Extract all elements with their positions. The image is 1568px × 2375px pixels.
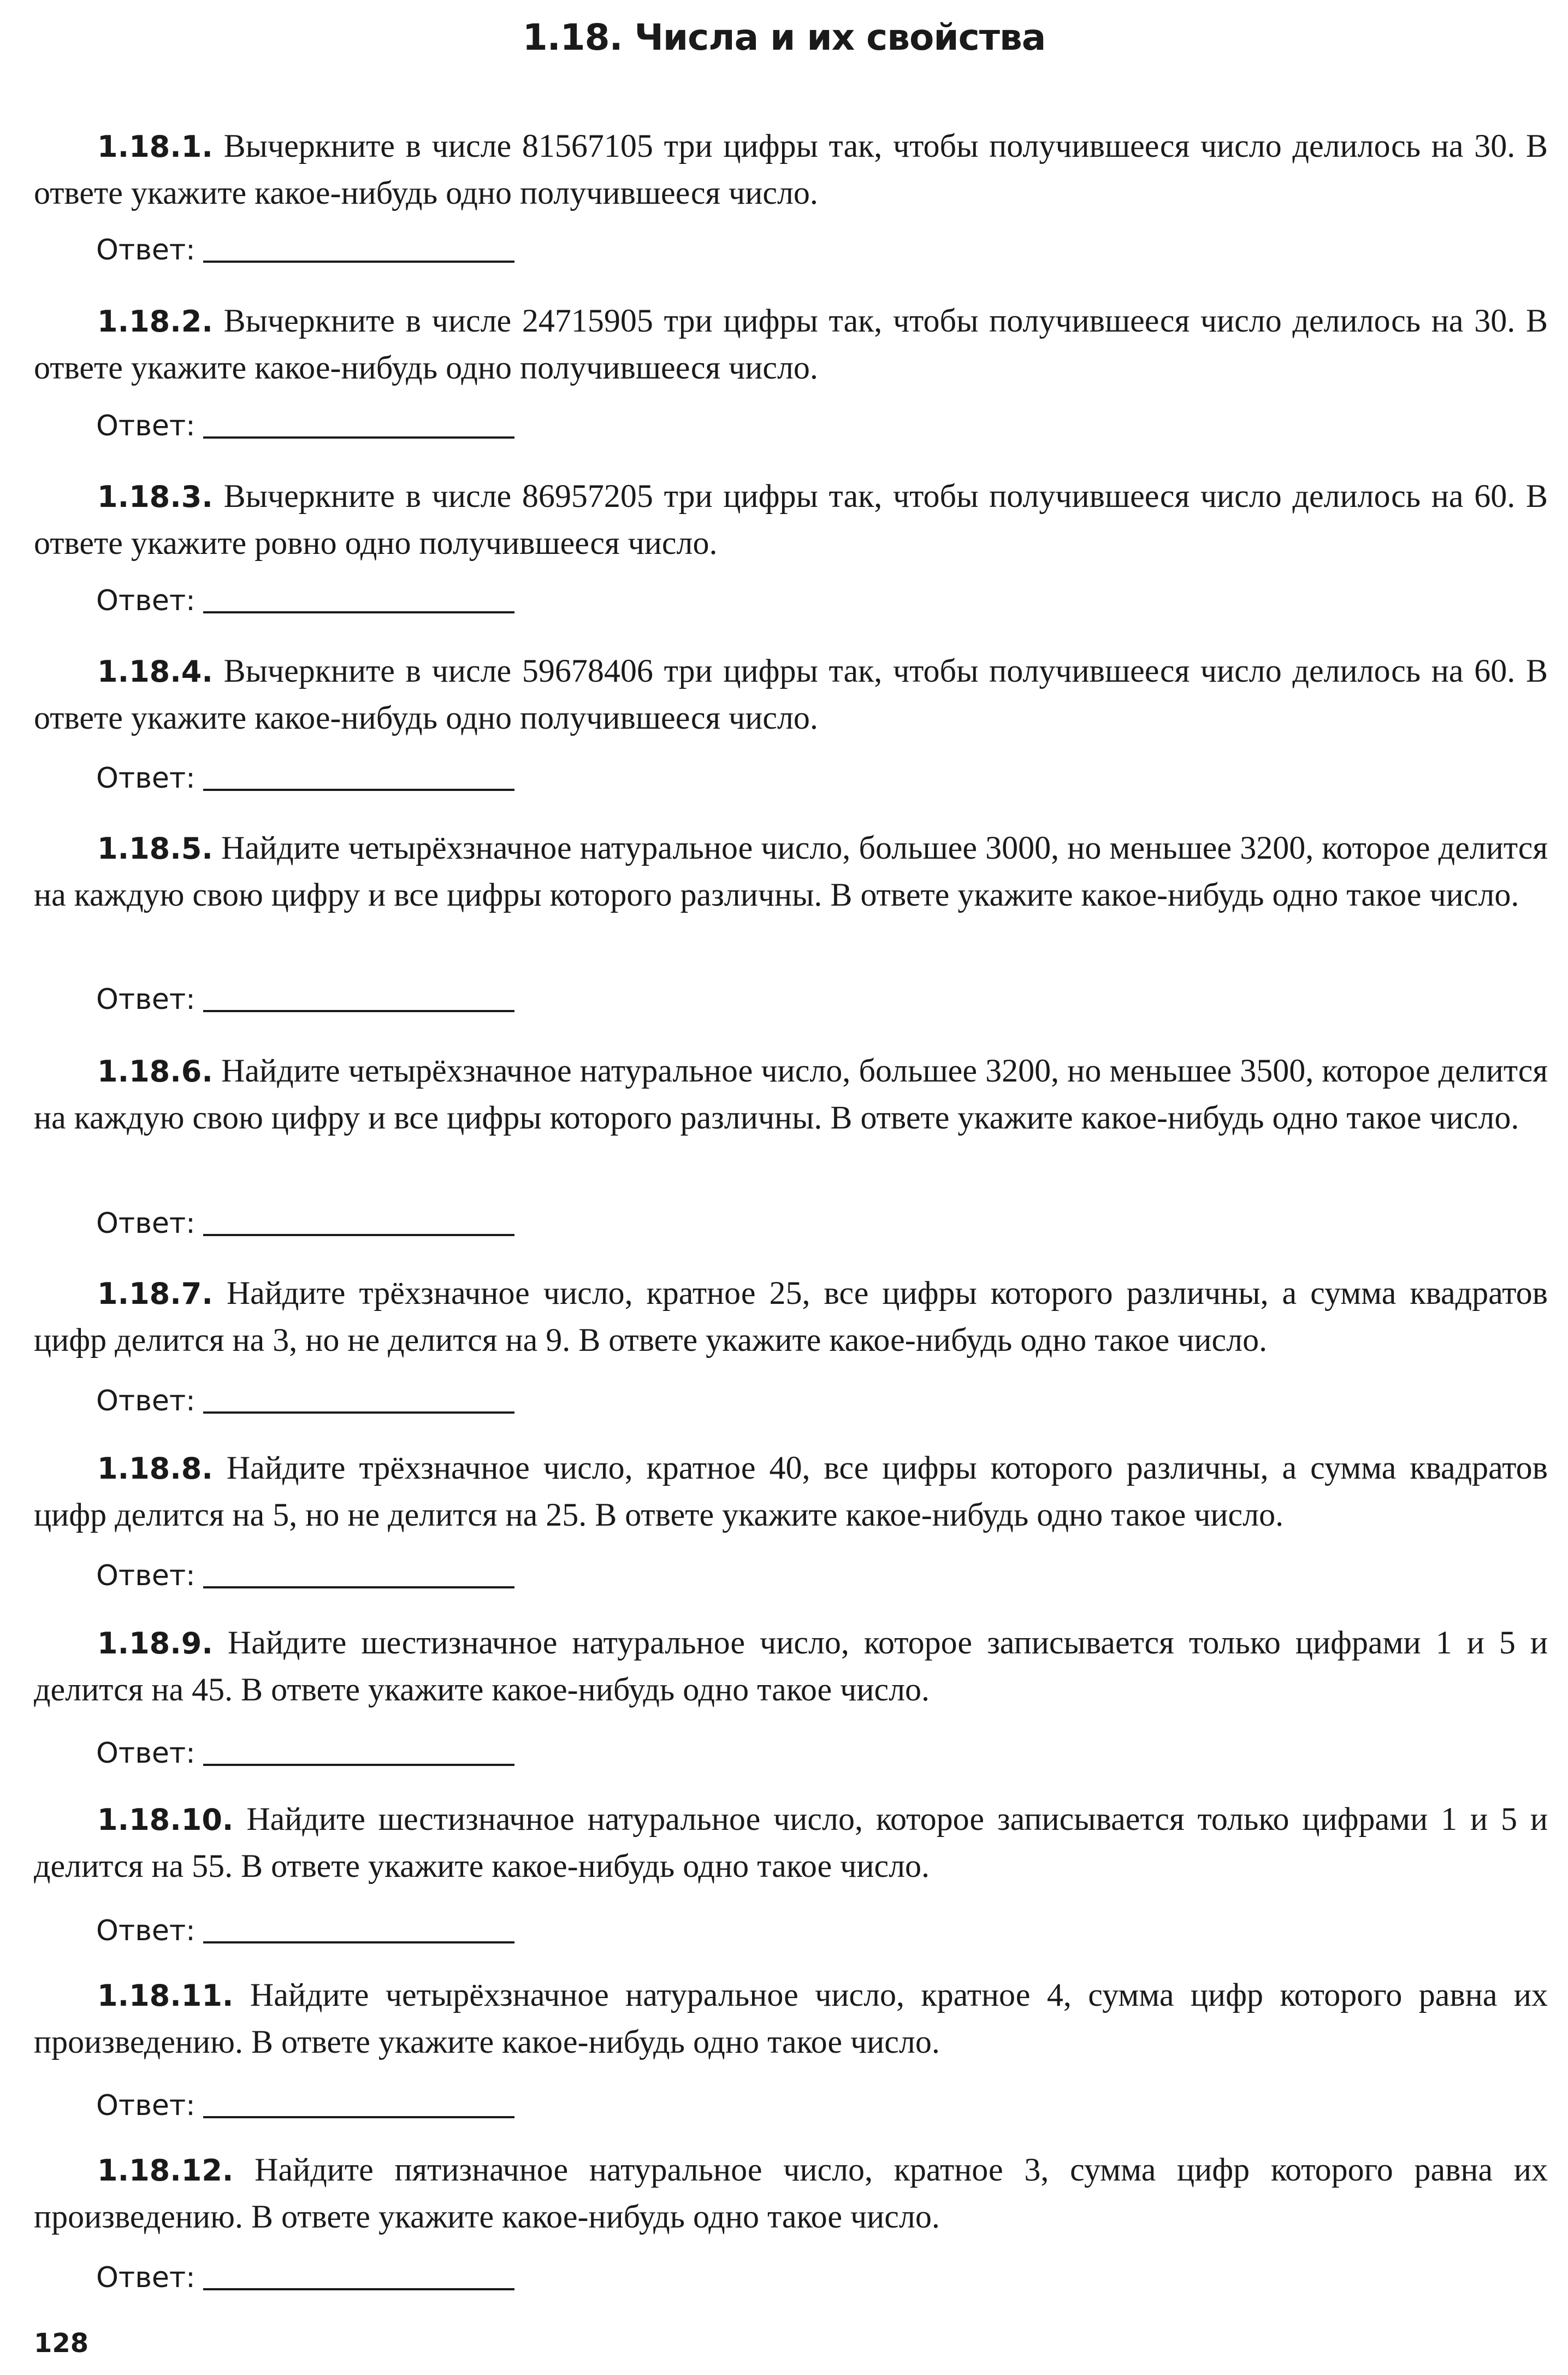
answer-label: Ответ:: [96, 234, 196, 267]
answer-blank[interactable]: [203, 1411, 514, 1414]
task-1-18-3: [34, 473, 1548, 566]
task-number: 1.18.6.: [97, 1054, 213, 1089]
answer-label: Ответ:: [96, 1207, 196, 1240]
answer-label: Ответ:: [96, 983, 196, 1016]
answer-blank[interactable]: [203, 2288, 514, 2290]
answer-blank[interactable]: [203, 1764, 514, 1766]
task-1-18-2: [34, 298, 1548, 391]
task-number: 1.18.10.: [97, 1803, 234, 1837]
task-text: Найдите шестизначное натуральное число, которое записывается только цифрами 1 и 5 и делится на 55. В ответе укажите какое-нибудь одно такое число.: [34, 1801, 1548, 1884]
answer-row-11: [96, 2089, 514, 2122]
task-1-18-12: [34, 2147, 1548, 2240]
task-text: Найдите пятизначное натуральное число, кратное 3, сумма цифр которого равна их произведению. В ответе укажите какое-нибудь одно такое число.: [34, 2152, 1548, 2235]
answer-blank[interactable]: [203, 611, 514, 613]
answer-row-9: [96, 1737, 514, 1770]
answer-blank[interactable]: [203, 1586, 514, 1588]
task-text: Найдите трёхзначное число, кратное 25, все цифры которого различны, а сумма квадратов цифр делится на 3, но не делится на 9. В ответе укажите какое-нибудь одно такое число.: [34, 1275, 1548, 1358]
answer-label: Ответ:: [96, 410, 196, 442]
answer-label: Ответ:: [96, 2261, 196, 2294]
answer-label: Ответ:: [96, 762, 196, 795]
task-number: 1.18.1.: [97, 129, 213, 164]
task-number: 1.18.2.: [97, 304, 213, 339]
task-text: Вычеркните в числе 24715905 три цифры так, чтобы получившееся число делилось на 30. В ответе укажите какое-нибудь одно получившееся число.: [34, 303, 1548, 386]
task-1-18-7: [34, 1270, 1548, 1363]
task-number: 1.18.9.: [97, 1626, 213, 1661]
answer-blank[interactable]: [203, 1010, 514, 1012]
task-1-18-11: [34, 1972, 1548, 2065]
task-number: 1.18.4.: [97, 654, 213, 689]
answer-row-6: [96, 1207, 514, 1240]
task-1-18-6: [34, 1048, 1548, 1141]
task-1-18-5: [34, 825, 1548, 918]
answer-blank[interactable]: [203, 1941, 514, 1943]
answer-label: Ответ:: [96, 1915, 196, 1947]
task-text: Найдите четырёхзначное натуральное число, большее 3200, но меньшее 3500, которое делится на каждую свою цифру и все цифры которого различны. В ответе укажите какое-нибудь одно такое число.: [34, 1053, 1548, 1136]
task-text: Найдите четырёхзначное натуральное число, кратное 4, сумма цифр которого равна их произведению. В ответе укажите какое-нибудь одно такое число.: [34, 1977, 1548, 2060]
answer-row-3: [96, 584, 514, 617]
answer-row-7: [96, 1385, 514, 1417]
answer-row-10: [96, 1915, 514, 1947]
answer-blank[interactable]: [203, 2116, 514, 2118]
task-text: Вычеркните в числе 81567105 три цифры так, чтобы получившееся число делилось на 30. В ответе укажите какое-нибудь одно получившееся число.: [34, 128, 1548, 211]
task-number: 1.18.11.: [97, 1978, 234, 2013]
task-1-18-8: [34, 1445, 1548, 1538]
answer-row-2: [96, 410, 514, 442]
section-title: 1.18. Числа и их свойства: [522, 16, 1046, 58]
answer-row-1: [96, 234, 514, 267]
task-1-18-9: [34, 1620, 1548, 1712]
answer-label: Ответ:: [96, 1559, 196, 1592]
page-number: 128: [34, 2328, 89, 2359]
answer-label: Ответ:: [96, 1737, 196, 1770]
answer-label: Ответ:: [96, 1385, 196, 1417]
task-text: Найдите четырёхзначное натуральное число, большее 3000, но меньшее 3200, которое делится на каждую свою цифру и все цифры которого различны. В ответе укажите какое-нибудь одно такое число.: [34, 830, 1548, 913]
answer-blank[interactable]: [203, 436, 514, 439]
task-text: Найдите шестизначное натуральное число, которое записывается только цифрами 1 и 5 и делится на 45. В ответе укажите какое-нибудь одно такое число.: [34, 1624, 1548, 1708]
answer-label: Ответ:: [96, 2089, 196, 2122]
task-number: 1.18.3.: [97, 480, 213, 514]
answer-blank[interactable]: [203, 261, 514, 263]
task-text: Найдите трёхзначное число, кратное 40, все цифры которого различны, а сумма квадратов цифр делится на 5, но не делится на 25. В ответе укажите какое-нибудь одно такое число.: [34, 1450, 1548, 1533]
task-text: Вычеркните в числе 59678406 три цифры так, чтобы получившееся число делилось на 60. В ответе укажите какое-нибудь одно получившееся число.: [34, 653, 1548, 736]
answer-blank[interactable]: [203, 1234, 514, 1236]
answer-label: Ответ:: [96, 584, 196, 617]
task-number: 1.18.7.: [97, 1277, 213, 1311]
task-1-18-10: [34, 1796, 1548, 1889]
task-number: 1.18.8.: [97, 1451, 213, 1486]
task-text: Вычеркните в числе 86957205 три цифры так, чтобы получившееся число делилось на 60. В ответе укажите ровно одно получившееся число.: [34, 478, 1548, 561]
task-1-18-1: [34, 123, 1548, 216]
task-number: 1.18.5.: [97, 831, 213, 866]
answer-row-8: [96, 1559, 514, 1592]
task-number: 1.18.12.: [97, 2153, 234, 2188]
task-1-18-4: [34, 648, 1548, 741]
answer-row-12: [96, 2261, 514, 2294]
answer-row-4: [96, 762, 514, 795]
answer-blank[interactable]: [203, 789, 514, 791]
answer-row-5: [96, 983, 514, 1016]
